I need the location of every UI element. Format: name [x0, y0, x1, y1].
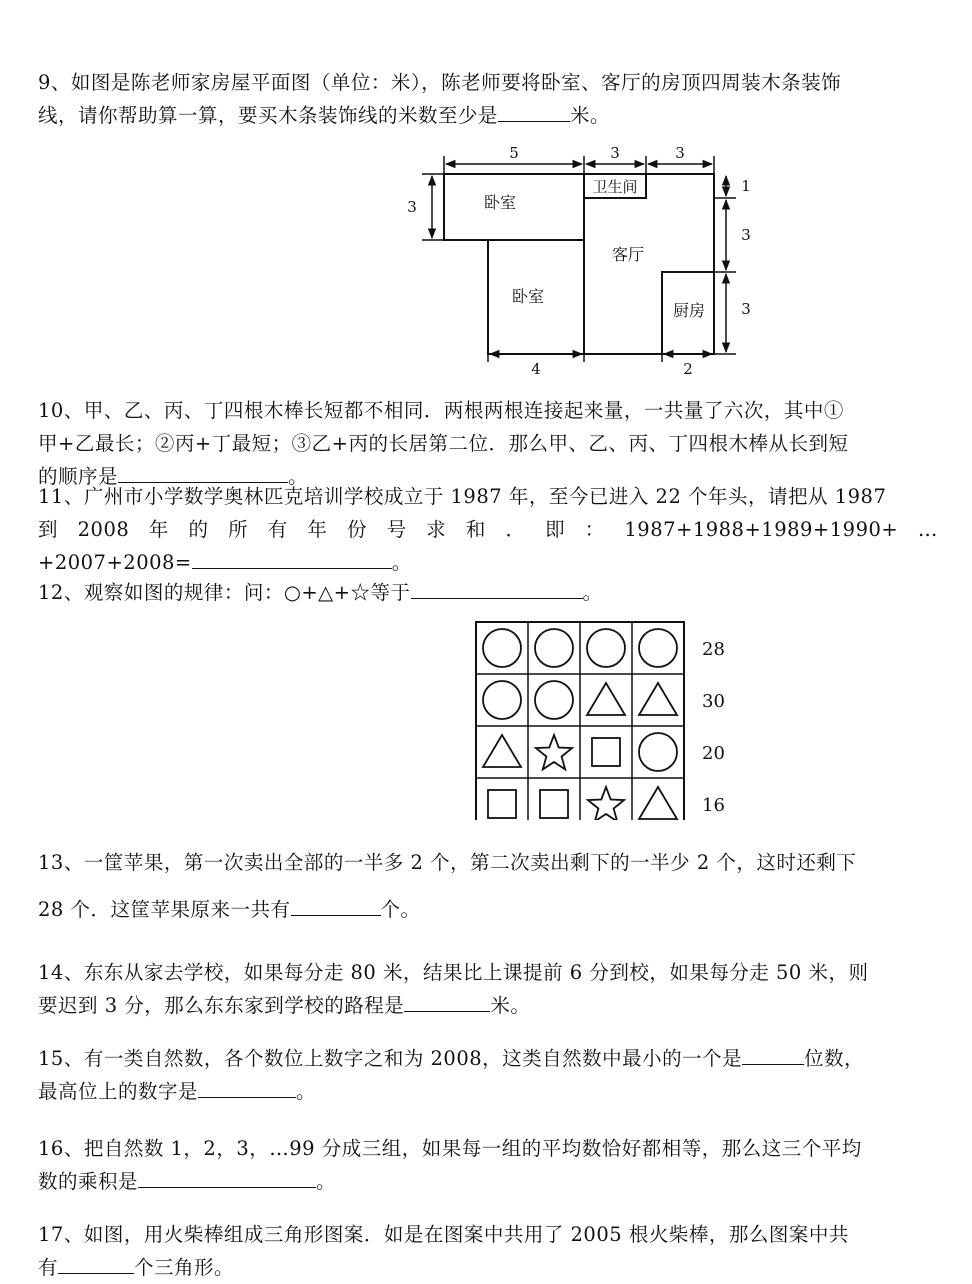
row-sum-label: 28: [702, 639, 725, 660]
q13-answer-blank[interactable]: [291, 893, 381, 916]
circle-shape: [483, 629, 521, 667]
q11-answer-blank[interactable]: [192, 546, 392, 569]
q10-line1: 10、甲、乙、丙、丁四根木棒长短都不相同．两根两根连接起来量，一共量了六次，其中①: [38, 399, 844, 422]
row-sum-label: 30: [702, 691, 725, 712]
q11-line3-text: +2007+2008=: [38, 551, 192, 574]
q16-answer-blank[interactable]: [138, 1165, 316, 1188]
q11-word: ：: [584, 518, 605, 541]
question-16: [38, 1132, 938, 1198]
question-14: [38, 956, 938, 1022]
dim-right-bottom: 3: [741, 300, 751, 318]
q11-line1: 11、广州市小学数学奥林匹克培训学校成立于 1987 年，至今已进入 22 个年头，请把从 1987: [38, 485, 887, 508]
q10-line3-end: 。: [288, 465, 309, 488]
q14-line2: [38, 989, 938, 1022]
dim-bottom-left: 4: [531, 360, 541, 378]
label-bathroom: 卫生间: [592, 178, 638, 196]
q14-line2-end: 米。: [490, 994, 531, 1017]
q9-line2: [38, 99, 938, 132]
label-bedroom2: 卧室: [511, 287, 545, 306]
q17-line2: [38, 1251, 938, 1284]
q14-line1: 14、东东从家去学校，如果每分走 80 米，结果比上课提前 6 分到校，如果每分走 50 米，则: [38, 961, 869, 984]
q17-answer-blank[interactable]: [58, 1251, 134, 1274]
q10-line3-text: 的顺序是: [38, 465, 119, 488]
circle-shape: [639, 629, 677, 667]
circle-shape: [587, 629, 625, 667]
q11-word: 2008: [77, 518, 130, 541]
label-kitchen: 厨房: [672, 301, 706, 320]
square-shape: [592, 738, 620, 766]
q16-line2-text: 数的乘积是: [38, 1170, 139, 1193]
q11-word: 所: [228, 518, 249, 541]
q9-answer-blank[interactable]: [498, 99, 570, 122]
q17-line1: 17、如图，用火柴棒组成三角形图案．如是在图案中共用了 2005 根火柴棒，那么图案中共: [38, 1223, 849, 1246]
star-shape: [536, 735, 572, 769]
q11-word: 号: [386, 518, 407, 541]
q11-word: 1987+1988+1989+1990+: [624, 518, 899, 541]
q11-word: ．: [505, 518, 526, 541]
triangle-shape: [483, 735, 521, 767]
outer-wall: [488, 174, 714, 354]
q12-end: 。: [582, 581, 603, 604]
dim-left: 3: [407, 198, 417, 216]
q14-answer-blank[interactable]: [404, 989, 490, 1012]
q13-line2: [38, 893, 938, 926]
q11-word: 和: [465, 518, 486, 541]
question-10: [38, 394, 938, 493]
q11-word: 份: [347, 518, 368, 541]
circle-shape: [639, 733, 677, 771]
q11-word: 有: [267, 518, 288, 541]
square-shape: [540, 790, 568, 818]
q16-line2-end: 。: [316, 1170, 337, 1193]
triangle-shape: [639, 787, 677, 819]
q17-line2-end: 个三角形。: [134, 1256, 235, 1279]
q9-line2-text: 线，请你帮助算一算，要买木条装饰线的米数至少是: [38, 104, 499, 127]
q11-word: 年: [307, 518, 328, 541]
q16-line2: [38, 1165, 938, 1198]
dim-bottom-right: 2: [683, 360, 693, 378]
dim-top-left: 5: [509, 144, 519, 162]
q11-line3-end: 。: [391, 551, 412, 574]
row-sum-label: 20: [702, 743, 725, 764]
q15-digits-blank[interactable]: [742, 1042, 804, 1065]
q11-word: 求: [426, 518, 447, 541]
question-13: [38, 846, 938, 926]
circle-shape: [535, 629, 573, 667]
q11-line3: [38, 546, 938, 579]
triangle-shape: [639, 683, 677, 715]
q9-line1: 9、如图是陈老师家房屋平面图（单位：米），陈老师要将卧室、客厅的房顶四周装木条装饰: [38, 71, 842, 94]
question-17: [38, 1218, 938, 1284]
q15-line2-end: 。: [296, 1080, 317, 1103]
square-shape: [488, 790, 516, 818]
q15-line1-end: 位数，: [804, 1047, 865, 1070]
q15-line2: [38, 1075, 938, 1108]
q15-line1: [38, 1042, 938, 1075]
q12-answer-blank[interactable]: [411, 576, 583, 599]
q11-word: 年: [148, 518, 169, 541]
q17-line2-text: 有: [38, 1256, 59, 1279]
q13-line2-end: 个。: [380, 898, 421, 921]
shape-grid: [474, 620, 744, 820]
question-11: [38, 480, 938, 579]
row-sum-label: 16: [702, 795, 725, 816]
q15-line2-text: 最高位上的数字是: [38, 1080, 199, 1103]
dim-top-right: 3: [675, 144, 685, 162]
q9-line2-unit: 米。: [570, 104, 611, 127]
dim-right-top: 1: [741, 177, 751, 195]
q11-word: …: [917, 518, 938, 541]
dim-top-mid: 3: [610, 144, 620, 162]
label-bedroom1: 卧室: [483, 193, 517, 212]
label-living: 客厅: [611, 245, 645, 264]
question-15: [38, 1042, 938, 1108]
floor-plan-diagram: [400, 140, 760, 380]
question-12: [38, 576, 938, 609]
q10-line2: 甲+乙最长；②丙+丁最短；③乙+丙的长居第二位．那么甲、乙、丙、丁四根木棒从长到短: [38, 432, 849, 455]
q11-line2: [38, 513, 938, 546]
question-9: [38, 66, 938, 132]
dim-right-mid: 3: [741, 226, 751, 244]
q11-word: 即: [545, 518, 566, 541]
circle-shape: [535, 681, 573, 719]
star-shape: [588, 787, 624, 820]
q12-line: [38, 576, 938, 609]
q15-line1-text: 15、有一类自然数，各个数位上数字之和为 2008，这类自然数中最小的一个是: [38, 1047, 743, 1070]
q14-line2-text: 要迟到 3 分，那么东东家到学校的路程是: [38, 994, 405, 1017]
q11-word: 到: [38, 518, 59, 541]
q13-line1: 13、一筐苹果，第一次卖出全部的一半多 2 个，第二次卖出剩下的一半少 2 个，这时还剩下: [38, 851, 857, 874]
circle-shape: [483, 681, 521, 719]
q16-line1: 16、把自然数 1，2，3，…99 分成三组，如果每一组的平均数恰好都相等，那么这三个平均: [38, 1137, 862, 1160]
q13-line2-text: 28 个．这筐苹果原来一共有: [38, 898, 291, 921]
triangle-shape: [587, 683, 625, 715]
q11-word: 的: [188, 518, 209, 541]
q12-text: 12、观察如图的规律：问：○+△+☆等于: [38, 581, 411, 604]
q15-top-digit-blank[interactable]: [198, 1075, 296, 1098]
